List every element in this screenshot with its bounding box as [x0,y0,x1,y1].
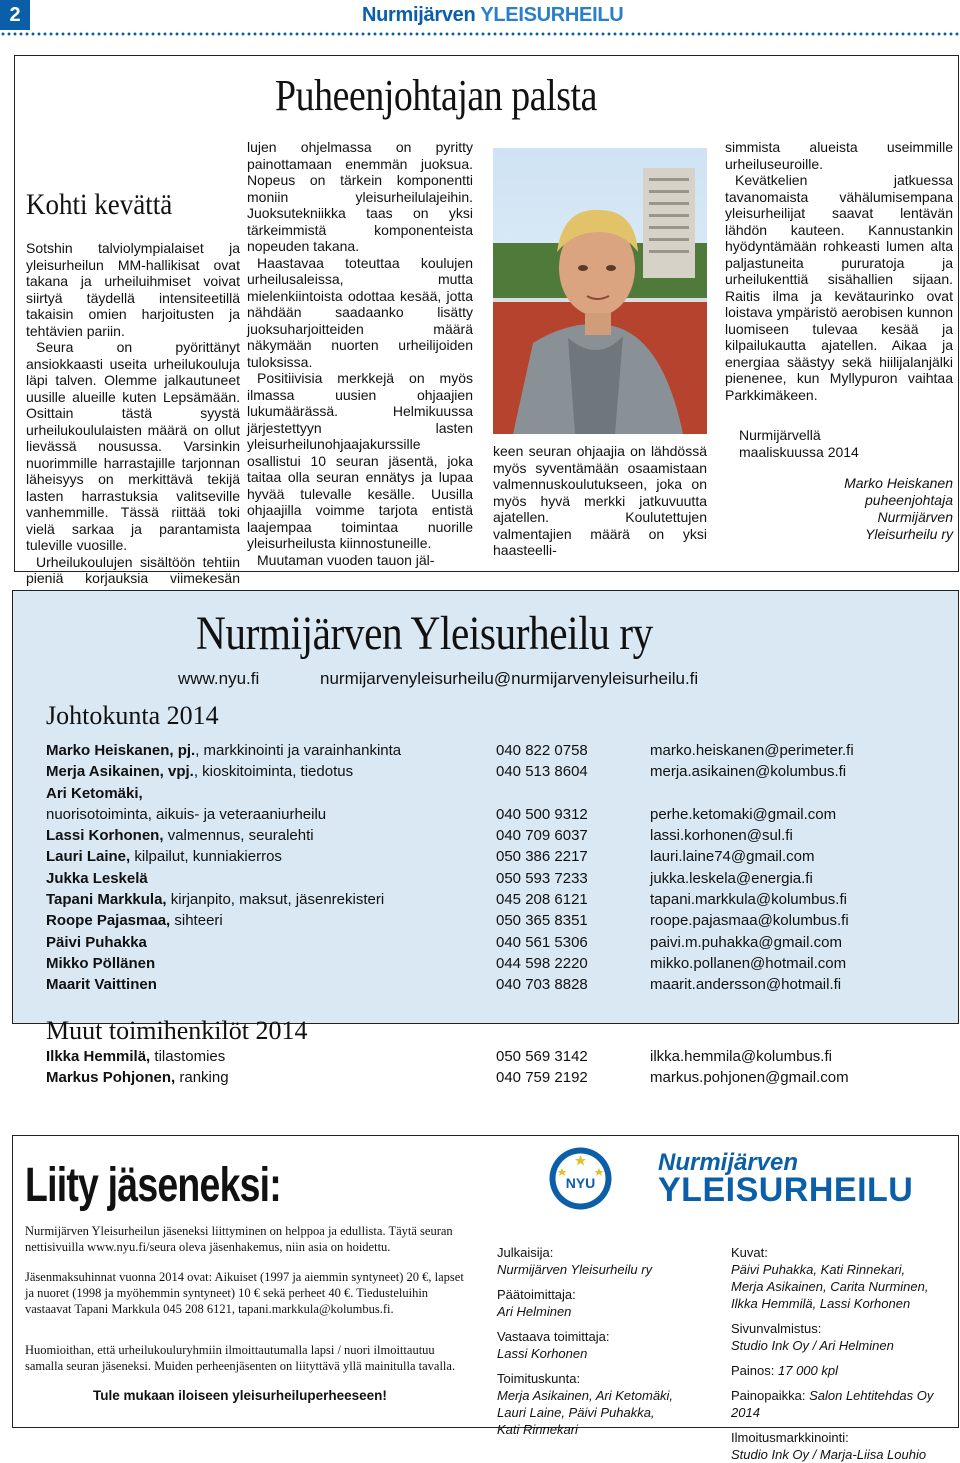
signature-block [725,475,953,543]
official-row [46,1046,946,1067]
official-email[interactable]: markus.pohjonen@gmail.com [650,1069,849,1087]
running-header [0,0,960,40]
member-email[interactable]: roope.pajasmaa@kolumbus.fi [650,912,849,930]
member-name: Ari Ketomäki, [46,784,143,802]
official-row [46,1067,946,1088]
publication-name-part1: Nurmijärven [362,4,476,26]
imprint-printer [731,1387,956,1421]
imprint-value: Lauri Laine, Päivi Puhakka, [497,1405,655,1420]
member-role: kilpailut, kunniakierros [130,848,282,866]
join-title: Liity jäseneksi: [25,1159,281,1212]
member-name: Merja Asikainen, vpj. [46,763,194,781]
member-name: Roope Pajasmaa, [46,912,171,930]
chairman-column [14,55,959,586]
board-members-list [46,740,946,996]
article-column-4 [725,139,953,543]
member-email[interactable]: marko.heiskanen@perimeter.fi [650,742,854,759]
member-row [46,783,946,804]
member-phone: 040 822 0758 [496,742,588,759]
member-phone: 040 703 8828 [496,976,588,994]
club-email[interactable]: nurmijarvenyleisurheilu@nurmijarvenyleisurheilu.fi [320,669,699,688]
official-name: Markus Pohjonen, [46,1069,176,1087]
article-subhead: Kohti kevättä [26,188,173,221]
imprint-left [497,1244,707,1438]
imprint-label: Toimituskunta: [497,1371,581,1386]
member-name: Lassi Korhonen, [46,827,164,845]
article-column-2 [247,139,473,568]
member-email[interactable]: tapani.markkula@kolumbus.fi [650,891,847,909]
member-role: kirjanpito, maksut, jäsenrekisteri [166,891,385,909]
member-name: Lauri Laine, [46,848,131,866]
member-phone: 040 500 9312 [496,805,588,823]
member-row [46,868,946,889]
imprint-value: Merja Asikainen, Carita Nurminen, [731,1279,929,1294]
publication-name [362,4,623,27]
official-name: Ilkka Hemmilä, [46,1048,151,1065]
member-row [46,825,946,846]
member-row [46,804,946,825]
member-phone: 050 386 2217 [496,848,588,866]
article-paragraph: Muutaman vuoden tauon jäl- [257,551,435,568]
badge-letters: NYU [565,1175,596,1191]
officials-section-title: Muut toimihenkilöt 2014 [46,1016,308,1045]
article-paragraph: Sotshin talviolympialaiset ja yleisurheilun MM-hallikisat ovat takana ja urheiluihmiset voivat siirtyä täydellä intensiteetillä takaisin omien harjoitusten ja tehtävien pariin. [26,240,240,339]
imprint-value: Merja Asikainen, Ari Ketomäki, [497,1388,674,1403]
article-paragraph: Haastavaa toteuttaa koulujen urheilusaleissa, mutta mielenkiintoista odottaa kesää, jotta nähdään saadaanko lisätty juoksuharjoitteiden määrä näkymään nuorten urheilijoiden tuloksissa. [247,254,473,370]
member-row [46,932,946,953]
official-role: tilastomies [150,1048,226,1065]
member-role: sihteeri [170,912,223,930]
imprint-value: Nurmijärven Yleisurheilu ry [497,1262,653,1277]
member-phone: 040 561 5306 [496,933,588,951]
member-email[interactable]: lassi.korhonen@sul.fi [650,827,793,845]
member-phone: 050 593 7233 [496,869,588,887]
signature-org-1: Nurmijärven [877,509,953,525]
signature-name: Marko Heiskanen [844,475,953,491]
member-phone: 044 598 2220 [496,954,588,972]
join-text-1: Nurmijärven Yleisurheilun jäseneksi liittyminen on helppoa ja edullista. Täytä seuran nettisivuilla www.nyu.fi/seura oleva jäsenhakemus, niin asia on hoidettu. [25,1224,453,1254]
article-paragraph: Seura on pyörittänyt ansiokkaasti useita urheilukouluja läpi talven. Olemme jalkautuneet uusille alueille kuten Lepsämään. Osittain tästä syystä urheilukoululaisten määrä on ollut lievässä nousussa. Varsinkin nuorimmille harrastajille tarjonnan läheisyys on merkittävä tekijä lasten harrastuksia valitseville vanhemmille. Tässä riittää toki vielä sarkaa ja parantamista tuleville vuosille. [26,339,240,553]
imprint-value: Kati Rinnekari [497,1422,578,1437]
signature-org-2: Yleisurheilu ry [865,526,953,542]
member-row [46,889,946,910]
imprint-label: Ilmoitusmarkkinointi: [731,1430,849,1445]
imprint-label: Päätoimittaja: [497,1287,576,1302]
logo-line-1: Nurmijärven [658,1149,799,1176]
member-email[interactable]: mikko.pollanen@hotmail.com [650,954,847,972]
official-phone: 050 569 3142 [496,1048,588,1065]
imprint-value: Ari Helminen [497,1304,572,1319]
signature-dateline [725,427,953,461]
join-text-3: Huomioithan, että urheilukouluryhmiin ilmoittautumalla lapsi / nuori ilmoittautuu samalla seuran jäseneksi. Muiden perheenjäsenten on liityttävä yllä mainitulla tavalla. [25,1343,456,1373]
signature-date: maaliskuussa 2014 [739,444,859,460]
member-role: valmennus, seuralehti [163,827,314,845]
chairman-photo [493,148,707,434]
imprint-value: Päivi Puhakka, Kati Rinnekari, [731,1262,906,1277]
member-row [46,740,946,761]
member-email[interactable]: jukka.leskela@energia.fi [650,869,813,887]
imprint-value: 17 000 kpl [778,1363,838,1378]
official-email[interactable]: ilkka.hemmila@kolumbus.fi [650,1048,832,1065]
member-role: , markkinointi ja varainhankinta [195,742,402,759]
article-column-1 [26,188,240,636]
member-name: Marko Heiskanen, pj. [46,742,196,759]
member-row [46,846,946,867]
imprint-value: Studio Ink Oy / Marja-Liisa Louhio [731,1447,927,1462]
member-name: Päivi Puhakka [46,933,147,951]
imprint-label: Vastaava toimittaja: [497,1329,610,1344]
member-email[interactable]: perhe.ketomaki@gmail.com [650,805,837,823]
signature-role: puheenjohtaja [865,492,953,508]
member-name: Maarit Vaittinen [46,976,157,994]
article-paragraph: keen seuran ohjaajia on lähdössä myös syventämään osaamistaan valmennuskoulutukseen, joka on myös hyvä merkki jatkuvuutta ajatellen. Koulutettujen valmentajien määrä on yksi haasteelli- [493,443,707,558]
dotted-rule [0,32,960,36]
article-paragraph: Positiivisia merkkejä on myös ilmassa uusien ohjaajien lukumäärässä. Helmikuussa järjestettyyn lasten yleisurheilunohjaajakurssille osallistui 10 seuran jäsentä, joka taitaa olla seuran ennätys ja lupaa hyvää tulevalle kesälle. Uusilla ohjaajilla voimme tarjota entistä laajempaa toimintaa nuorille yleisurheilusta kiinnostuneille. [247,370,473,551]
imprint-value: Studio Ink Oy / Ari Helminen [731,1338,894,1353]
join-text-2: Jäsenmaksuhinnat vuonna 2014 ovat: Aikuiset (1997 ja aiemmin syntyneet) 20 €, lapset ja nuoret (1998 ja myöhemmin syntyneet) 10 € sekä perheet 40 €. Tiedusteluihin vastaavat Tapani Markkula 045 208 6121, tapani.markkula@kolumbus.fi. [25,1270,464,1316]
article-headline: Puheenjohtajan palsta [275,71,597,120]
article-paragraph: Urheilukoulujen sisältöön tehtiin pieniä korjauksia viimekesän [26,553,240,586]
member-email[interactable]: lauri.laine74@gmail.com [650,848,815,866]
logo-line-2: YLEISURHEILU [658,1171,914,1209]
member-name: Tapani Markkula, [46,891,167,909]
publication-name-part2: YLEISURHEILU [480,4,624,26]
official-role: ranking [175,1069,229,1087]
club-logo [548,1141,914,1216]
article-paragraph: Kevätkelien jatkuessa tavanomaista vähälumisempana yleisurheilijat saavat lentävän lähdön kauteen. Kannustankin hyödyntämään rohkeasti lumen alta paljastuneita pururatoja ja urheilukenttiä sisähallien sijaan. Raitis ilma ja kevätaurinko ovat loistava ympäristö aerobisen kunnon luomiseen tulevaa kesää ja kilpailukautta ajatellen. Aikaa ja energiaa säästyy sekä hiilijalanjälki pienenee, kun Myllypuron vaihtaa Parkkimäkeen. [725,172,953,403]
imprint-label: Sivunvalmistus: [731,1321,822,1336]
member-row [46,953,946,974]
board-listing [12,590,959,1087]
member-phone: 040 709 6037 [496,827,588,845]
member-phone: 040 513 8604 [496,763,588,781]
imprint-right [731,1244,956,1463]
imprint-value: Salon Lehtitehdas Oy 2014 [731,1388,934,1420]
member-email[interactable]: maarit.andersson@hotmail.fi [650,976,842,994]
join-call-to-action: Tule mukaan iloiseen yleisurheiluperheeseen! [93,1388,387,1403]
member-row [46,761,946,782]
article-column-3 [493,443,707,559]
imprint-label: Julkaisija: [497,1245,554,1260]
imprint-print-run [731,1362,956,1379]
member-row [46,974,946,995]
imprint-value: Lassi Korhonen [497,1346,588,1361]
imprint-value: Ilkka Hemmilä, Lassi Korhonen [731,1296,911,1311]
member-role: nuorisotoiminta, aikuis- ja veteraaniurheilu [46,805,327,823]
officials-list [46,1046,946,1089]
join-section [12,1135,959,1462]
member-phone: 050 365 8351 [496,912,588,930]
page-number: 2 [0,0,30,30]
imprint-label: Painos: [731,1363,775,1378]
imprint-label: Painopaikka: [731,1388,806,1403]
board-section-title: Johtokunta 2014 [46,701,219,730]
signature-place: Nurmijärvellä [739,427,821,443]
club-website[interactable]: www.nyu.fi [178,669,260,688]
member-name: Jukka Leskelä [46,869,148,887]
member-email[interactable]: paivi.m.puhakka@gmail.com [650,933,842,951]
member-role: , kioskitoiminta, tiedotus [193,763,354,781]
member-email[interactable]: merja.asikainen@kolumbus.fi [650,763,847,781]
chairman-photo-image [493,148,707,434]
article-paragraph: lujen ohjelmassa on pyritty painottamaan enemmän juoksua. Nopeus on tärkein komponentti moniin yleisurheilulajeihin. Juoksutekniikka taas on yksi tärkeimmistä komponenteista nopeuden takana. [247,139,473,254]
imprint-label: Kuvat: [731,1245,768,1260]
member-name: Mikko Pöllänen [46,954,156,972]
official-phone: 040 759 2192 [496,1069,588,1087]
article-paragraph: simmista alueista useimmille urheiluseuroille. [725,139,953,172]
member-row [46,910,946,931]
club-badge-icon [548,1146,613,1211]
member-phone: 045 208 6121 [496,891,588,909]
club-title: Nurmijärven Yleisurheilu ry [196,607,653,660]
